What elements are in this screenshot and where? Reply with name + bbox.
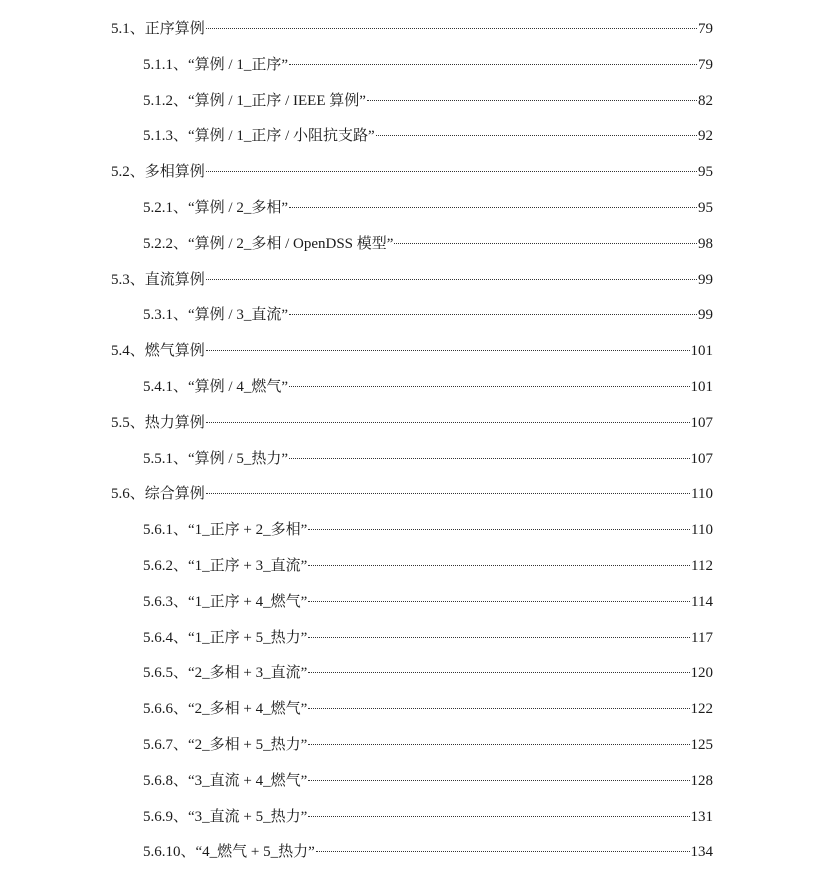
toc-page-number: 110	[691, 486, 713, 503]
toc-entry-5-6-7[interactable]	[0, 728, 833, 764]
dot-leader	[206, 28, 697, 29]
dot-leader	[394, 243, 697, 244]
toc-entry-title: 5.6、综合算例	[111, 486, 205, 503]
dot-leader	[206, 171, 697, 172]
toc-page-number: 82	[698, 92, 713, 109]
toc-entry-title: 5.6.10、“4_燃气 + 5_热力”	[143, 844, 315, 861]
toc-page-number: 112	[691, 557, 713, 574]
toc-entry-5-6-6[interactable]	[0, 692, 833, 728]
toc-entry-title: 5.1.3、“算例 / 1_正序 / 小阻抗支路”	[143, 128, 375, 145]
toc-page-number: 79	[698, 21, 713, 37]
dot-leader	[316, 851, 690, 852]
toc-page-number: 101	[690, 343, 713, 360]
toc-entry-title: 5.6.2、“1_正序 + 3_直流”	[143, 557, 308, 574]
toc-entry-title: 5.2.2、“算例 / 2_多相 / OpenDSS 模型”	[143, 235, 394, 252]
toc-entry-title: 5.5.1、“算例 / 5_热力”	[143, 450, 288, 467]
dot-leader	[308, 708, 689, 709]
toc-page-number: 125	[690, 736, 713, 753]
dot-leader	[289, 207, 697, 208]
toc-page-number: 101	[690, 378, 713, 395]
dot-leader	[308, 637, 690, 638]
toc-entry-5-6-2[interactable]	[0, 549, 833, 585]
toc-page-number: 107	[690, 450, 713, 467]
toc-entry-5-6-1[interactable]	[0, 513, 833, 549]
toc-entry-5-6-4[interactable]	[0, 621, 833, 657]
dot-leader	[289, 64, 697, 65]
toc-page-number: 79	[698, 56, 713, 73]
dot-leader	[308, 529, 690, 530]
toc-entry-5-4-1[interactable]	[0, 370, 833, 406]
toc-page-number: 98	[698, 235, 713, 252]
dot-leader	[308, 780, 689, 781]
toc-entry-5-6-10[interactable]	[0, 835, 833, 871]
toc-page-number: 114	[691, 593, 713, 610]
toc-entry-title: 5.2.1、“算例 / 2_多相”	[143, 199, 288, 216]
toc-entry-title: 5.6.3、“1_正序 + 4_燃气”	[143, 593, 308, 610]
toc-page-number: 117	[691, 629, 713, 646]
toc-page-number: 120	[690, 665, 713, 682]
toc-entry-title: 5.3.1、“算例 / 3_直流”	[143, 307, 288, 324]
toc-entry-title: 5.6.6、“2_多相 + 4_燃气”	[143, 701, 308, 718]
toc-entry-5-4[interactable]	[0, 334, 833, 370]
toc-page-number: 95	[698, 164, 713, 181]
toc-entry-5-1-2[interactable]	[0, 84, 833, 120]
toc-entry-5-6[interactable]	[0, 477, 833, 513]
toc-page-number: 107	[690, 414, 713, 431]
toc-entry-title: 5.3、直流算例	[111, 271, 205, 288]
dot-leader	[308, 672, 689, 673]
toc-entry-5-6-9[interactable]	[0, 800, 833, 836]
toc-page-number: 134	[690, 844, 713, 861]
toc-page-number: 92	[698, 128, 713, 145]
toc-entry-5-5[interactable]	[0, 406, 833, 442]
toc-entry-title: 5.4.1、“算例 / 4_燃气”	[143, 378, 288, 395]
toc-entry-title: 5.6.7、“2_多相 + 5_热力”	[143, 736, 308, 753]
toc-entry-title: 5.6.9、“3_直流 + 5_热力”	[143, 808, 308, 825]
toc-entry-title: 5.2、多相算例	[111, 164, 205, 181]
toc-entry-5-1-3[interactable]	[0, 119, 833, 155]
toc-page-number: 110	[691, 522, 713, 539]
toc-entry-title: 5.5、热力算例	[111, 414, 205, 431]
toc-page-number: 99	[698, 307, 713, 324]
toc-entry-title: 5.4、燃气算例	[111, 343, 205, 360]
toc-page-number: 122	[690, 701, 713, 718]
toc-entry-5-2[interactable]	[0, 155, 833, 191]
toc-entry-5-1[interactable]	[0, 12, 833, 48]
dot-leader	[289, 386, 690, 387]
toc-entry-title: 5.1、正序算例	[111, 21, 205, 37]
toc-entry-5-2-1[interactable]	[0, 191, 833, 227]
toc-entry-5-6-8[interactable]	[0, 764, 833, 800]
dot-leader	[308, 601, 690, 602]
toc-page-number: 95	[698, 199, 713, 216]
toc-entry-5-6-5[interactable]	[0, 656, 833, 692]
toc-page-number: 131	[690, 808, 713, 825]
toc-entry-title: 5.6.1、“1_正序 + 2_多相”	[143, 522, 308, 539]
dot-leader	[206, 493, 690, 494]
toc-entry-5-3[interactable]	[0, 263, 833, 299]
dot-leader	[289, 458, 690, 459]
dot-leader	[367, 100, 697, 101]
toc-entry-title: 5.1.1、“算例 / 1_正序”	[143, 56, 288, 73]
table-of-contents	[0, 12, 833, 871]
toc-entry-title: 5.6.5、“2_多相 + 3_直流”	[143, 665, 308, 682]
dot-leader	[308, 744, 689, 745]
dot-leader	[206, 422, 690, 423]
toc-entry-5-1-1[interactable]	[0, 48, 833, 84]
dot-leader	[206, 279, 697, 280]
dot-leader	[376, 135, 697, 136]
toc-entry-5-5-1[interactable]	[0, 442, 833, 478]
toc-entry-5-3-1[interactable]	[0, 298, 833, 334]
dot-leader	[308, 816, 689, 817]
toc-entry-title: 5.6.4、“1_正序 + 5_热力”	[143, 629, 308, 646]
toc-entry-title: 5.1.2、“算例 / 1_正序 / IEEE 算例”	[143, 92, 366, 109]
toc-entry-5-2-2[interactable]	[0, 227, 833, 263]
dot-leader	[289, 314, 697, 315]
dot-leader	[206, 350, 690, 351]
toc-page-number: 99	[698, 271, 713, 288]
toc-page-number: 128	[690, 772, 713, 789]
toc-entry-5-6-3[interactable]	[0, 585, 833, 621]
dot-leader	[308, 565, 690, 566]
toc-entry-title: 5.6.8、“3_直流 + 4_燃气”	[143, 772, 308, 789]
